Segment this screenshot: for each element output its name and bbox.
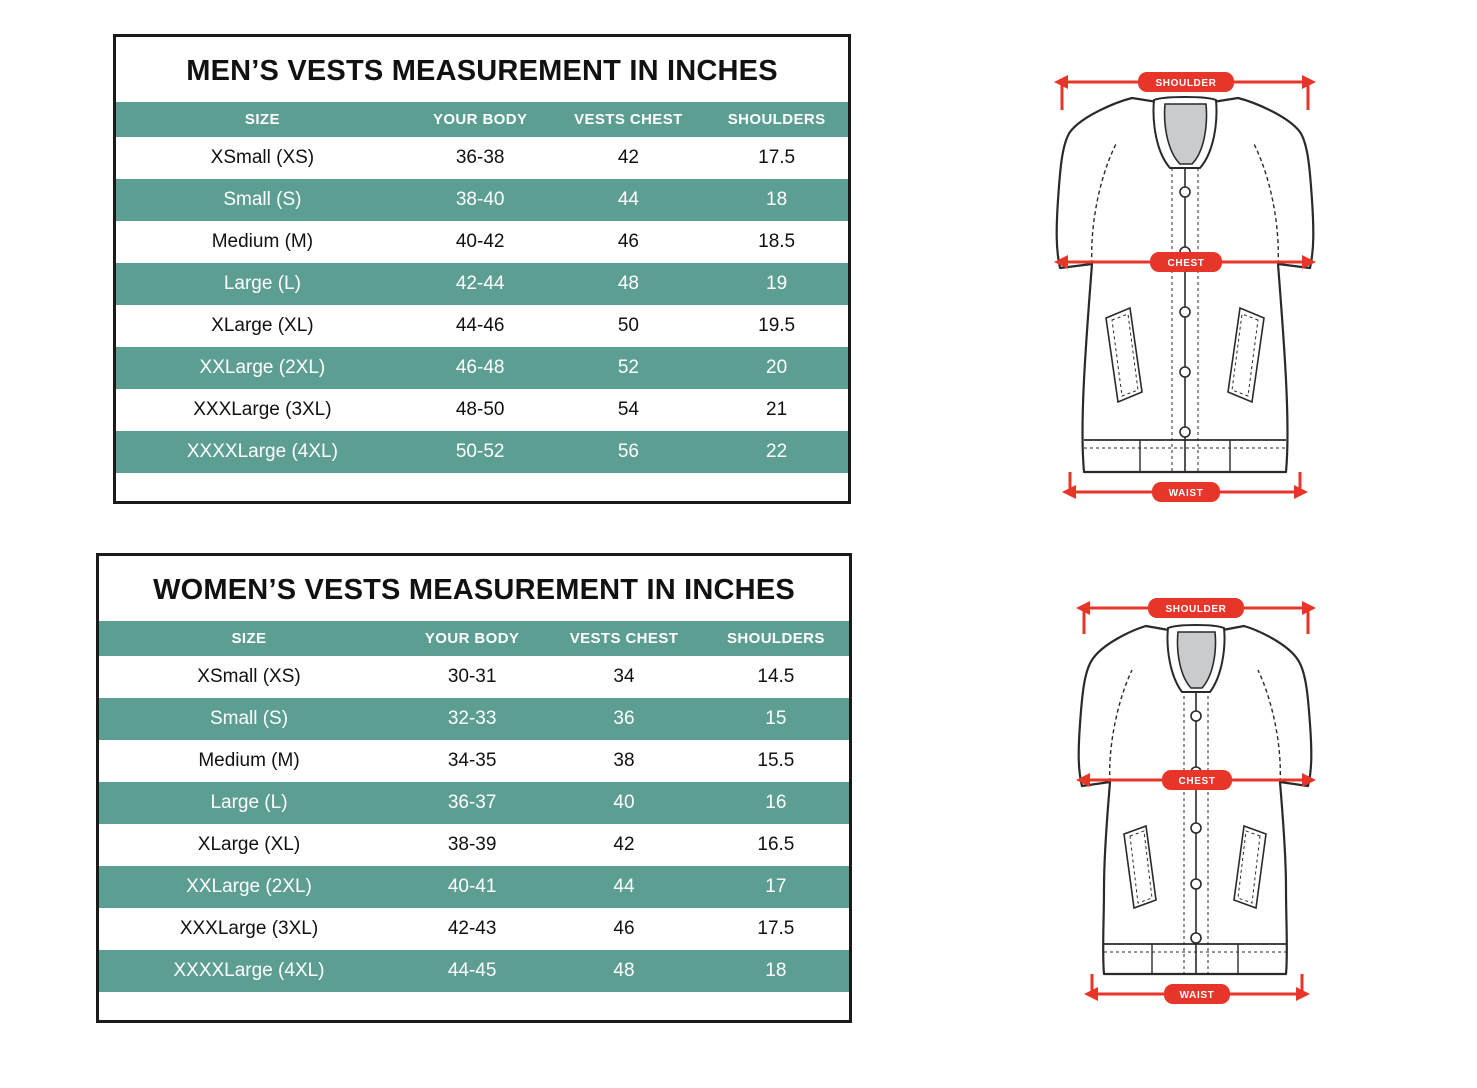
cell-size: Medium (M) [99,740,399,782]
cell-shoulders: 15.5 [703,740,849,782]
cell-shoulders: 18 [705,179,848,221]
column-header-shoulders: SHOULDERS [705,102,848,137]
cell-size: XXLarge (2XL) [116,347,409,389]
column-header-shoulders: SHOULDERS [703,621,849,656]
cell-shoulders: 18 [703,950,849,992]
chest-label: CHEST [1178,776,1216,787]
mens-measurement-table [116,102,848,473]
cell-your-body: 32-33 [399,698,545,740]
cell-size: XXXLarge (3XL) [116,389,409,431]
vest-body-outline [1057,97,1314,472]
column-header-vests-chest: VESTS CHEST [552,102,706,137]
table-row [99,866,849,908]
cell-size: XLarge (XL) [99,824,399,866]
waist-label: WAIST [1179,990,1215,1001]
womens-size-chart [96,553,852,1023]
table-row [99,698,849,740]
table-row [116,347,848,389]
column-header-size: SIZE [116,102,409,137]
cell-vests-chest: 34 [545,656,703,698]
shoulder-label: SHOULDER [1165,604,1227,615]
cell-your-body: 36-38 [409,137,552,179]
cell-vests-chest: 36 [545,698,703,740]
cell-vests-chest: 48 [545,950,703,992]
table-row [99,824,849,866]
cell-your-body: 46-48 [409,347,552,389]
cell-shoulders: 22 [705,431,848,473]
cell-vests-chest: 50 [552,305,706,347]
cell-your-body: 30-31 [399,656,545,698]
cell-size: Small (S) [99,698,399,740]
cell-your-body: 36-37 [399,782,545,824]
column-header-size: SIZE [99,621,399,656]
cell-size: XXLarge (2XL) [99,866,399,908]
vest-body-outline [1079,625,1312,974]
column-header-your-body: YOUR BODY [409,102,552,137]
table-row [116,179,848,221]
cell-vests-chest: 46 [552,221,706,263]
cell-vests-chest: 38 [545,740,703,782]
cell-shoulders: 20 [705,347,848,389]
cell-vests-chest: 56 [552,431,706,473]
cell-your-body: 42-44 [409,263,552,305]
cell-size: XSmall (XS) [99,656,399,698]
cell-vests-chest: 44 [552,179,706,221]
column-header-your-body: YOUR BODY [399,621,545,656]
cell-shoulders: 15 [703,698,849,740]
cell-your-body: 44-46 [409,305,552,347]
cell-your-body: 50-52 [409,431,552,473]
cell-your-body: 42-43 [399,908,545,950]
cell-vests-chest: 40 [545,782,703,824]
cell-your-body: 40-42 [409,221,552,263]
cell-your-body: 38-40 [409,179,552,221]
cell-vests-chest: 42 [545,824,703,866]
womens-vest-diagram [1040,570,1350,1020]
cell-shoulders: 21 [705,389,848,431]
cell-shoulders: 14.5 [703,656,849,698]
cell-vests-chest: 54 [552,389,706,431]
mens-vest-diagram [1020,40,1350,520]
cell-size: Large (L) [116,263,409,305]
mens-chart-title: MEN’S VESTS MEASUREMENT IN INCHES [186,55,778,87]
cell-vests-chest: 52 [552,347,706,389]
cell-your-body: 34-35 [399,740,545,782]
table-row [116,263,848,305]
cell-size: XXXLarge (3XL) [99,908,399,950]
cell-shoulders: 19 [705,263,848,305]
mens-size-chart [113,34,851,504]
shoulder-label: SHOULDER [1155,78,1217,89]
table-row [116,305,848,347]
waist-dimension-arrow [1084,974,1310,1004]
cell-size: XLarge (XL) [116,305,409,347]
table-row [116,221,848,263]
cell-shoulders: 16.5 [703,824,849,866]
table-row [99,950,849,992]
cell-size: Large (L) [99,782,399,824]
cell-shoulders: 17.5 [703,908,849,950]
waist-label: WAIST [1168,488,1204,499]
cell-your-body: 40-41 [399,866,545,908]
womens-measurement-table [99,621,849,992]
table-row [99,740,849,782]
table-row [116,389,848,431]
cell-size: XSmall (XS) [116,137,409,179]
table-row [99,908,849,950]
chest-label: CHEST [1167,258,1205,269]
cell-shoulders: 18.5 [705,221,848,263]
table-row [99,782,849,824]
cell-vests-chest: 46 [545,908,703,950]
table-header-row [116,102,848,137]
cell-vests-chest: 48 [552,263,706,305]
womens-chart-title: WOMEN’S VESTS MEASUREMENT IN INCHES [153,574,795,606]
cell-size: Medium (M) [116,221,409,263]
cell-shoulders: 16 [703,782,849,824]
table-row [116,431,848,473]
cell-your-body: 48-50 [409,389,552,431]
cell-shoulders: 17.5 [705,137,848,179]
cell-shoulders: 17 [703,866,849,908]
cell-vests-chest: 44 [545,866,703,908]
waist-dimension-arrow [1062,472,1308,502]
cell-size: Small (S) [116,179,409,221]
table-row [116,137,848,179]
cell-vests-chest: 42 [552,137,706,179]
table-header-row [99,621,849,656]
cell-your-body: 38-39 [399,824,545,866]
cell-shoulders: 19.5 [705,305,848,347]
cell-size: XXXXLarge (4XL) [99,950,399,992]
column-header-vests-chest: VESTS CHEST [545,621,703,656]
table-row [99,656,849,698]
cell-size: XXXXLarge (4XL) [116,431,409,473]
cell-your-body: 44-45 [399,950,545,992]
